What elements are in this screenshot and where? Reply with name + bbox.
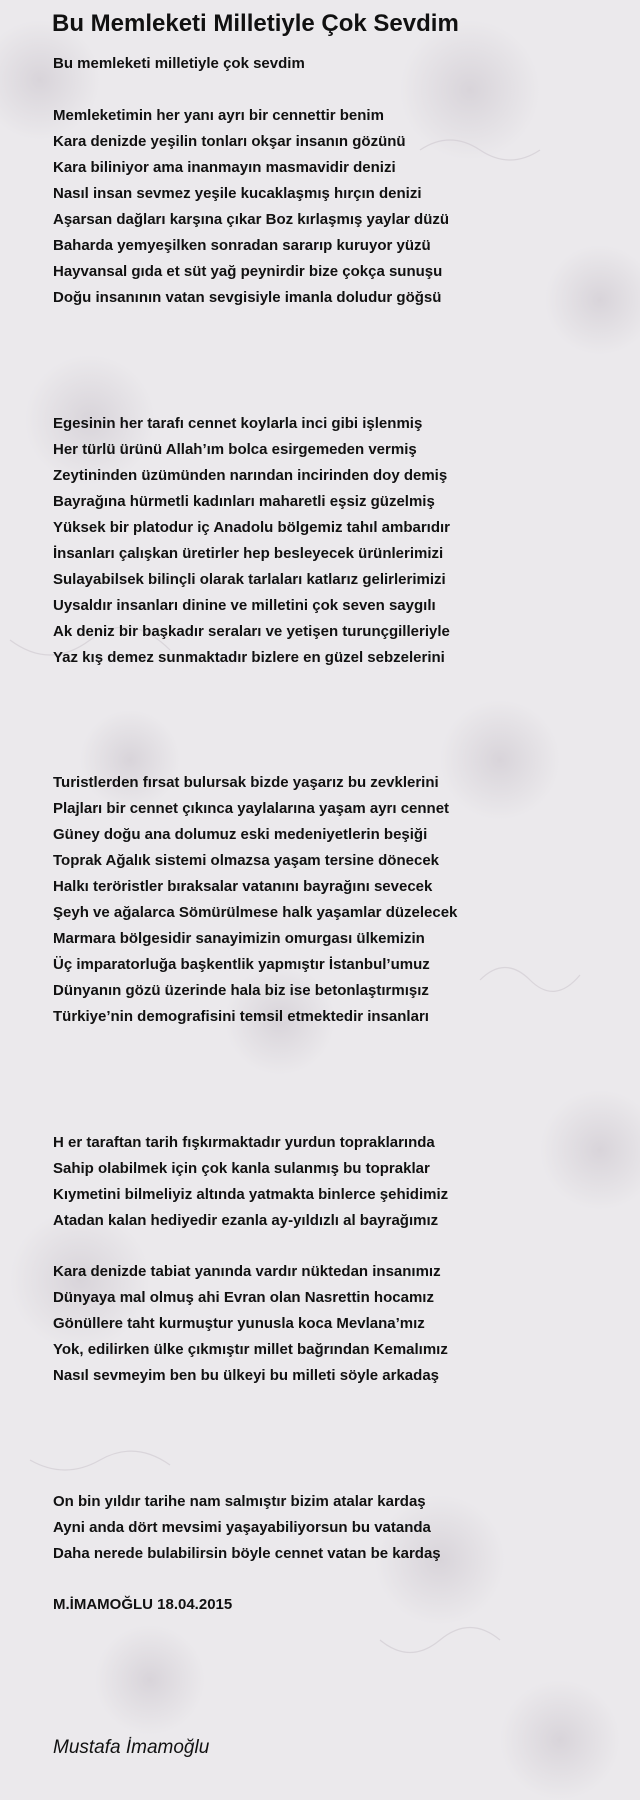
stanza-3: [53, 770, 623, 1030]
poem-line: Marmara bölgesidir sanayimizin omurgası ülkemizin: [53, 930, 425, 947]
poem-line: Sulayabilsek bilinçli olarak tarlaları katlarız gelirlerimizi: [53, 571, 446, 588]
poem-line: Plajları bir cennet çıkınca yaylalarına yaşam ayrı cennet: [53, 800, 450, 817]
poem-line: Türkiye’nin demografisini temsil etmektedir insanları: [53, 1008, 429, 1025]
poem-line: Daha nerede bulabilirsin böyle cennet vatan be kardaş: [53, 1545, 441, 1562]
poem-line: Üç imparatorluğa başkentlik yapmıştır İstanbul’umuz: [53, 956, 430, 973]
poem-line: Yok, edilirken ülke çıkmıştır millet bağrından Kemalımız: [53, 1341, 448, 1358]
poem-line: Hayvansal gıda et süt yağ peynirdir bize çokça sunuşu: [53, 263, 443, 280]
poem-line: Baharda yemyeşilken sonradan sararıp kuruyor yüzü: [53, 237, 431, 254]
stanza-2: [53, 411, 623, 671]
poem-line: H er taraftan tarih fışkırmaktadır yurdun topraklarında: [53, 1134, 435, 1151]
poem-line: Kıymetini bilmeliyiz altında yatmakta binlerce şehidimiz: [53, 1186, 449, 1203]
stanza-5: [53, 1259, 623, 1389]
poem-line: Memleketimin her yanı ayrı bir cennettir benim: [53, 107, 384, 124]
poem-subtitle: Bu memleketi milletiyle çok sevdim: [53, 55, 305, 72]
poem-line: Halkı teröristler bıraksalar vatanını bayrağını sevecek: [53, 878, 433, 895]
poem-line: Ayni anda dört mevsimi yaşayabiliyorsun bu vatanda: [53, 1519, 431, 1536]
poem-line: Kara denizde tabiat yanında vardır nüktedan insanımız: [53, 1263, 441, 1280]
poem-line: Zeytininden üzümünden narından incirinden doy demiş: [53, 467, 448, 484]
poem-line: Doğu insanının vatan sevgisiyle imanla doludur göğsü: [53, 289, 442, 306]
poem-line: Sahip olabilmek için çok kanla sulanmış bu topraklar: [53, 1160, 430, 1177]
poem-line: Nasıl insan sevmez yeşile kucaklaşmış hırçın denizi: [53, 185, 422, 202]
poem-line: Yüksek bir platodur iç Anadolu bölgemiz tahıl ambarıdır: [53, 519, 451, 536]
author-name: Mustafa İmamoğlu: [53, 1737, 210, 1758]
poem-line: Atadan kalan hediyedir ezanla ay-yıldızlı al bayrağımız: [53, 1212, 439, 1229]
poem-line: Güney doğu ana dolumuz eski medeniyetlerin beşiği: [53, 826, 428, 843]
poem-line: Bayrağına hürmetli kadınları maharetli eşsiz güzelmiş: [53, 493, 435, 510]
poem-line: Toprak Ağalık sistemi olmazsa yaşam tersine dönecek: [53, 852, 440, 869]
poem-line: Yaz kış demez sunmaktadır bizlere en güzel sebzelerini: [53, 649, 445, 666]
poem-line: Uysaldır insanları dinine ve milletini çok seven saygılı: [53, 597, 436, 614]
poem-line: Her türlü ürünü Allah’ım bolca esirgemeden vermiş: [53, 441, 417, 458]
poem-line: Şeyh ve ağalarca Sömürülmese halk yaşamlar düzelecek: [53, 904, 458, 921]
poem-title: Bu Memleketi Milletiyle Çok Sevdim: [52, 10, 459, 37]
poem-line: Nasıl sevmeyim ben bu ülkeyi bu milleti söyle arkadaş: [53, 1367, 440, 1384]
poem-line: Aşarsan dağları karşına çıkar Boz kırlaşmış yaylar düzü: [53, 211, 450, 228]
stanza-6: [53, 1489, 623, 1567]
poem-line: Gönüllere taht kurmuştur yunusla koca Mevlana’mız: [53, 1315, 425, 1332]
poem-line: İnsanları çalışkan üretirler hep besleyecek ürünlerimizi: [53, 545, 444, 562]
poem-line: Egesinin her tarafı cennet koylarla inci gibi işlenmiş: [53, 415, 423, 432]
poem-line: Dünyaya mal olmuş ahi Evran olan Nasrettin hocamız: [53, 1289, 434, 1306]
stanza-4: [53, 1130, 623, 1234]
poem-line: Dünyanın gözü üzerinde hala biz ise betonlaştırmışız: [53, 982, 429, 999]
poem-line: Ak deniz bir başkadır seraları ve yetişen turunçgilleriyle: [53, 623, 450, 640]
poem-line: Kara biliniyor ama inanmayın masmavidir denizi: [53, 159, 396, 176]
poem-line: Turistlerden fırsat bulursak bizde yaşarız bu zevklerini: [53, 774, 439, 791]
stanza-1: [53, 103, 623, 311]
poem-line: On bin yıldır tarihe nam salmıştır bizim atalar kardaş: [53, 1493, 426, 1510]
poem-signature-date: M.İMAMOĞLU 18.04.2015: [53, 1596, 233, 1613]
poem-line: Kara denizde yeşilin tonları okşar insanın gözünü: [53, 133, 406, 150]
